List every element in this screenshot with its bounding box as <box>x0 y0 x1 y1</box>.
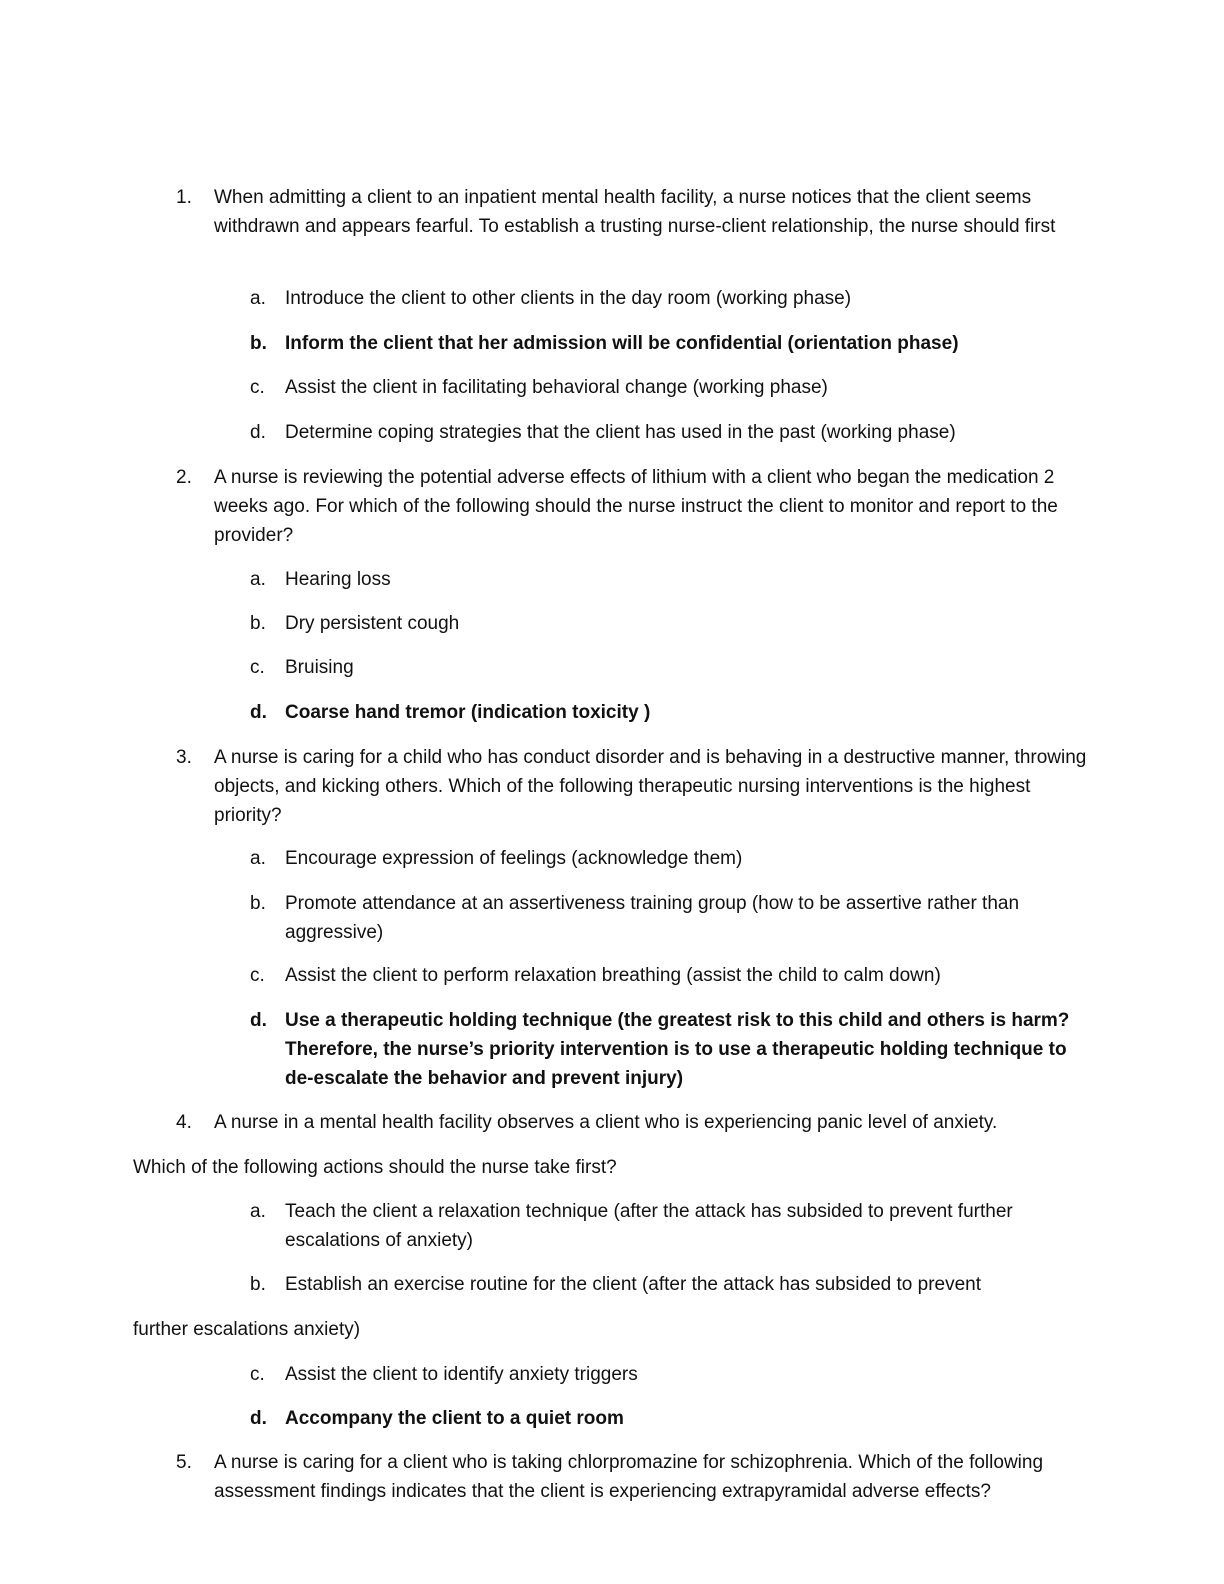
option-text: Promote attendance at an assertiveness training group (how to be assertive rather than aggressive) <box>285 893 1020 943</box>
option-letter: a. <box>250 1201 266 1222</box>
question-stem: A nurse in a mental health facility observes a client who is experiencing panic level of anxiety. <box>214 1112 998 1133</box>
question-stem: A nurse is reviewing the potential adverse effects of lithium with a client who began the medication 2 weeks ago. For which of the following should the nurse instruct the client to monitor and report to the provider? <box>214 467 1058 546</box>
option-text: Encourage expression of feelings (acknowledge them) <box>285 848 743 869</box>
option-text: Hearing loss <box>285 569 391 590</box>
option-letter: c. <box>250 657 265 678</box>
option-letter: d. <box>250 422 266 443</box>
option-letter: b. <box>250 613 266 634</box>
option-letter: b. <box>250 1274 266 1295</box>
option-text-correct: Coarse hand tremor (indication toxicity ) <box>285 702 651 723</box>
option-text: Determine coping strategies that the client has used in the past (working phase) <box>285 422 956 443</box>
question-number: 5. <box>176 1452 192 1473</box>
option-text: Dry persistent cough <box>285 613 460 634</box>
option-text-continued: further escalations anxiety) <box>133 1319 361 1340</box>
option-text: Bruising <box>285 657 354 678</box>
option-letter: a. <box>250 848 266 869</box>
question-number: 3. <box>176 747 192 768</box>
option-text: Teach the client a relaxation technique (after the attack has subsided to prevent further escalations of anxiety) <box>285 1201 1013 1251</box>
option-text-correct: Accompany the client to a quiet room <box>285 1408 624 1429</box>
question-number: 4. <box>176 1112 192 1133</box>
option-letter: c. <box>250 1364 265 1385</box>
question-number: 1. <box>176 187 192 208</box>
option-letter: c. <box>250 965 265 986</box>
question-stem: When admitting a client to an inpatient mental health facility, a nurse notices that the client seems withdrawn and appears fearful. To establish a trusting nurse-client relationship, the nurse should first <box>214 187 1056 237</box>
option-letter: b. <box>250 333 267 354</box>
option-text: Assist the client to perform relaxation breathing (assist the child to calm down) <box>285 965 941 986</box>
option-letter: b. <box>250 893 266 914</box>
question-stem-continued: Which of the following actions should the nurse take first? <box>133 1157 617 1178</box>
question-number: 2. <box>176 467 192 488</box>
option-letter: c. <box>250 377 265 398</box>
option-letter: d. <box>250 1408 267 1429</box>
option-letter: a. <box>250 569 266 590</box>
option-text-correct: Inform the client that her admission will be confidential (orientation phase) <box>285 333 959 354</box>
question-stem: A nurse is caring for a child who has conduct disorder and is behaving in a destructive manner, throwing objects, and kicking others. Which of the following therapeutic nursing interventions is the highest priority? <box>214 747 1087 826</box>
option-letter: d. <box>250 702 267 723</box>
option-text-correct: Use a therapeutic holding technique (the greatest risk to this child and others is harm? Therefore, the nurse’s priority intervention is to use a therapeutic holding technique to de-escalate the behavior and prevent injury) <box>285 1010 1070 1089</box>
option-letter: d. <box>250 1010 267 1031</box>
option-text: Establish an exercise routine for the client (after the attack has subsided to prevent <box>285 1274 981 1295</box>
option-letter: a. <box>250 288 266 309</box>
option-text: Introduce the client to other clients in the day room (working phase) <box>285 288 852 309</box>
option-text: Assist the client to identify anxiety triggers <box>285 1364 638 1385</box>
option-text: Assist the client in facilitating behavioral change (working phase) <box>285 377 828 398</box>
question-stem: A nurse is caring for a client who is taking chlorpromazine for schizophrenia. Which of the following assessment findings indicates that the client is experiencing extrapyramidal adverse effects? <box>214 1452 1044 1502</box>
